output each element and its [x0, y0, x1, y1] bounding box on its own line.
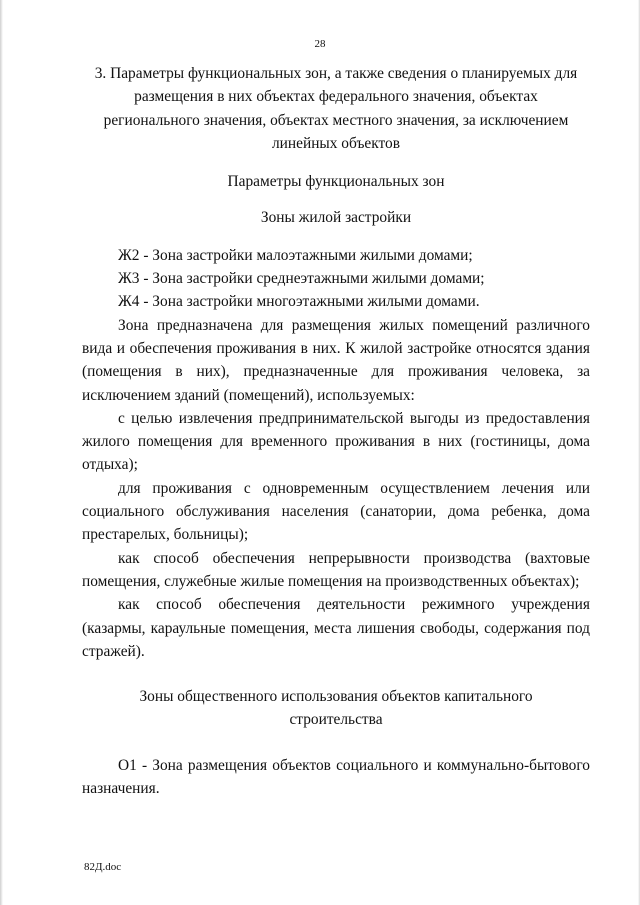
section-title-line: линейных объектов [271, 134, 401, 152]
zone-item: Ж2 - Зона застройки малоэтажными жилыми домами; [118, 246, 473, 264]
page-number: 28 [314, 38, 326, 50]
scan-edge-left [0, 0, 3, 905]
footer-filename: 82Д.doc [84, 861, 122, 873]
body-paragraph: О1 - Зона размещения объектов социального и коммунально-бытового назначения. [82, 756, 590, 798]
zone-item: Ж3 - Зона застройки среднеэтажными жилыми домами; [118, 270, 485, 288]
page-content [82, 62, 590, 800]
section-title-line: регионального значения, объектах местного значения, за исключением [103, 111, 569, 129]
section-title-line: размещения в них объектах федерального значения, объектах [134, 88, 538, 106]
body-paragraph: с целью извлечения предпринимательской выгоды из предоставления жилого помещения для временного проживания в них (гостиницы, дома отдыха); [82, 409, 590, 474]
zone-item: Ж4 - Зона застройки многоэтажными жилыми домами. [118, 293, 480, 311]
zone-group-heading-line: строительства [289, 711, 383, 729]
subtitle: Параметры функциональных зон [227, 173, 445, 191]
body-paragraph: для проживания с одновременным осуществлением лечения или социального обслуживания населения (санатории, дома ребенка, дома престарелых, больницы); [82, 479, 590, 544]
zone-group-heading: Зоны жилой застройки [260, 209, 412, 227]
zone-group-heading [82, 685, 590, 732]
body-paragraph: как способ обеспечения деятельности режимного учреждения (казармы, караульные помещения, места лишения свободы, содержания под стражей). [82, 596, 590, 660]
body-paragraph: Зона предназначена для размещения жилых помещений различного вида и обеспечения проживания в них. К жилой застройке относятся здания (помещения в них), предназначенные для проживания человека, за исключением зданий (помещений), используемых: [82, 316, 590, 404]
section-title-line: 3. Параметры функциональных зон, а также сведения о планируемых для [94, 65, 578, 82]
zone-group-heading-line: Зоны общественного использования объектов капитального [139, 688, 533, 706]
body-paragraph: как способ обеспечения непрерывности производства (вахтовые помещения, служебные жилые помещения на производственных объектах); [82, 549, 590, 590]
section-title [82, 62, 590, 155]
